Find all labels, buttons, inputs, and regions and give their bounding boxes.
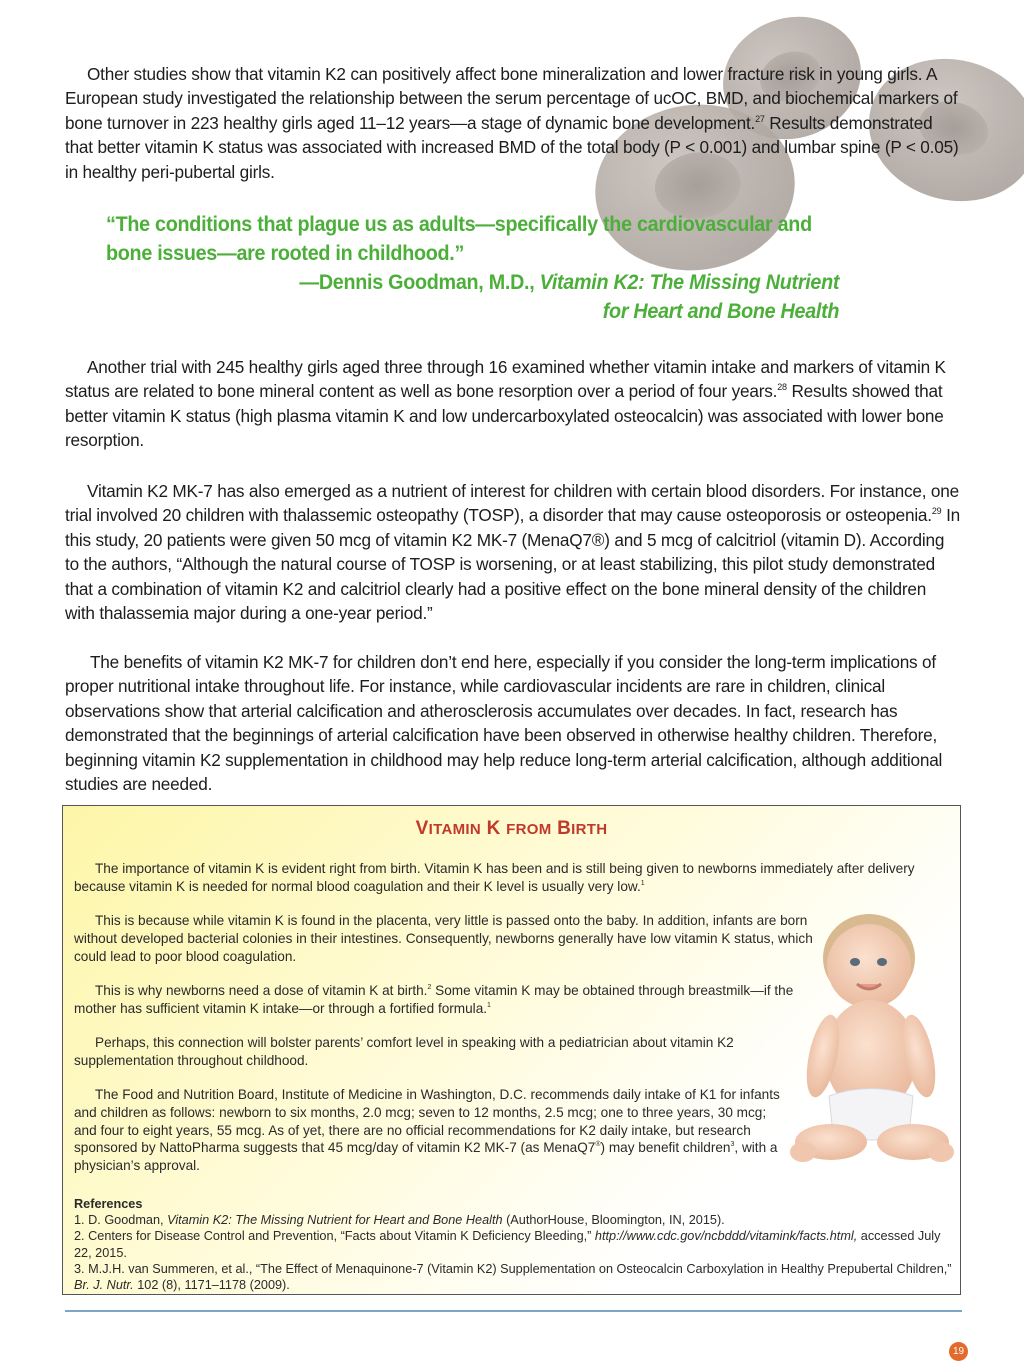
references-heading: References	[74, 1197, 143, 1211]
paragraph-3-text-a: Vitamin K2 MK-7 has also emerged as a nutrient of interest for children with certain blood disorders. For instance, one trial involved 20 children with thalassemic osteopathy (TOSP), a disorder that may cause osteoporosis or osteopenia.	[65, 481, 959, 526]
references-list	[74, 1196, 954, 1293]
citation-28: 28	[777, 382, 787, 393]
sidebar-paragraph-3: This is why newborns need a dose of vitamin K at birth.$^2$ Some vitamin K may be obtained through breastmilk—if the mother has sufficient vitamin K intake—or through a fortified formula.$^1$	[74, 983, 794, 1016]
sidebar-paragraph-2: This is because while vitamin K is found in the placenta, very little is passed onto the baby. In addition, infants are born without developed bacterial colonies in their intestines. Consequently, newborns generally have low vitamin K status, which could lead to poor blood coagulation.	[74, 913, 813, 964]
paragraph-2	[65, 355, 960, 453]
baby-photo	[789, 906, 957, 1174]
sidebar-paragraph-5: The Food and Nutrition Board, Institute of Medicine in Washington, D.C. recommends daily intake of K1 for infants and children as follows: newborn to six months, 2.0 mcg; seven to 12 months, 2.5 mcg; one to three years, 30 mcg; and four to eight years, 55 mcg. As of yet, there are no official recommendations for K2 daily intake, but research sponsored by NattoPharma suggests that 45 mcg/day of vitamin K2 MK-7 (as MenaQ7®) may benefit children$^3$, with a physician’s approval.	[74, 1087, 780, 1174]
citation-29: 29	[931, 506, 942, 517]
quote-book-title-line2: for Heart and Bone Health	[602, 300, 840, 323]
quote-text: “The conditions that plague us as adults—specifically the cardiovascular and bone issues—are rooted in childhood.”	[106, 213, 812, 265]
citation-27: 27	[755, 113, 765, 124]
reference-2-link[interactable]: http://www.cdc.gov/ncbddd/vitamink/facts.html,	[594, 1229, 858, 1244]
reference-2: 2. Centers for Disease Control and Prevention, “Facts about Vitamin K Deficiency Bleeding,” http://www.cdc.gov/ncbddd/vitamink/facts.html, accessed July 22, 2015.	[74, 1229, 941, 1260]
reference-1: 1. D. Goodman, Vitamin K2: The Missing Nutrient for Heart and Bone Health (AuthorHouse, Bloomington, IN, 2015).	[74, 1213, 725, 1228]
paragraph-3	[65, 479, 960, 625]
quote-book-title-line1: Vitamin K2: The Missing Nutrient	[539, 271, 840, 294]
paragraph-1-text-b: Results demonstrated that better vitamin K status was associated with increased BMD of the total body (P < 0.001) and lumbar spine (P < 0.05) in healthy peri-pubertal girls.	[65, 112, 959, 182]
page-number: 19	[949, 1342, 968, 1361]
vitamin-k-from-birth-sidebar	[62, 805, 961, 1295]
reference-3: 3. M.J.H. van Summeren, et al., “The Effect of Menaquinone-7 (Vitamin K2) Supplementation on Osteocalcin Carboxylation in Healthy Prepubertal Children,” Br. J. Nutr. 102 (8), 1171–1178 (2009).	[74, 1261, 952, 1293]
sidebar-paragraph-4: Perhaps, this connection will bolster parents’ comfort level in speaking with a pediatrician about vitamin K2 supplementation throughout childhood.	[74, 1035, 734, 1068]
pull-quote	[106, 210, 839, 326]
sidebar-title: VITAMIN K FROM BIRTH	[415, 818, 608, 839]
quote-attribution	[106, 268, 839, 326]
paragraph-2-text-b: Results showed that better vitamin K status (high plasma vitamin K and low undercarboxylated osteocalcin) was associated with lower bone resorption.	[65, 381, 944, 451]
paragraph-1-text-a: Other studies show that vitamin K2 can positively affect bone mineralization and lower fracture risk in young girls. A European study investigated the relationship between the serum percentage of ucOC, BMD, and biochemical markers of bone turnover in 223 healthy girls aged 11–12 years—a stage of dynamic bone development.	[65, 64, 958, 133]
footer-divider	[65, 1310, 962, 1312]
paragraph-3-text-b: In this study, 20 patients were given 50 mcg of vitamin K2 MK-7 (MenaQ7®) and 5 mcg of calcitriol (vitamin D). According to the authors, “Although the natural course of TOSP is worsening, or at least stabilizing, this pilot study demonstrated that a combination of vitamin K2 and calcitriol clearly had a positive effect on the bone mineral density of the children with thalassemia major during a one-year period.”	[65, 505, 961, 624]
paragraph-1	[65, 62, 960, 184]
paragraph-4-text: The benefits of vitamin K2 MK-7 for children don’t end here, especially if you consider the long-term implications of proper nutritional intake throughout life. For instance, while cardiovascular incidents are rare in children, clinical observations show that arterial calcification and atherosclerosis accumulates over decades. In fact, research has demonstrated that the beginnings of arterial calcification have been observed in otherwise healthy children. Therefore, beginning vitamin K2 supplementation in childhood may help reduce long-term arterial calcification, although additional studies are needed.	[65, 652, 943, 795]
quote-author: —Dennis Goodman, M.D.,	[299, 271, 540, 294]
paragraph-4	[65, 650, 960, 796]
sidebar-paragraph-1: The importance of vitamin K is evident right from birth. Vitamin K has been and is still being given to newborns immediately after delivery because vitamin K is needed for normal blood coagulation and their K level is usually very low.$^1$	[74, 861, 915, 894]
paragraph-2-text-a: Another trial with 245 healthy girls aged three through 16 examined whether vitamin intake and markers of vitamin K status are related to bone mineral content as well as bone resorption over a period of four years.	[65, 357, 946, 402]
